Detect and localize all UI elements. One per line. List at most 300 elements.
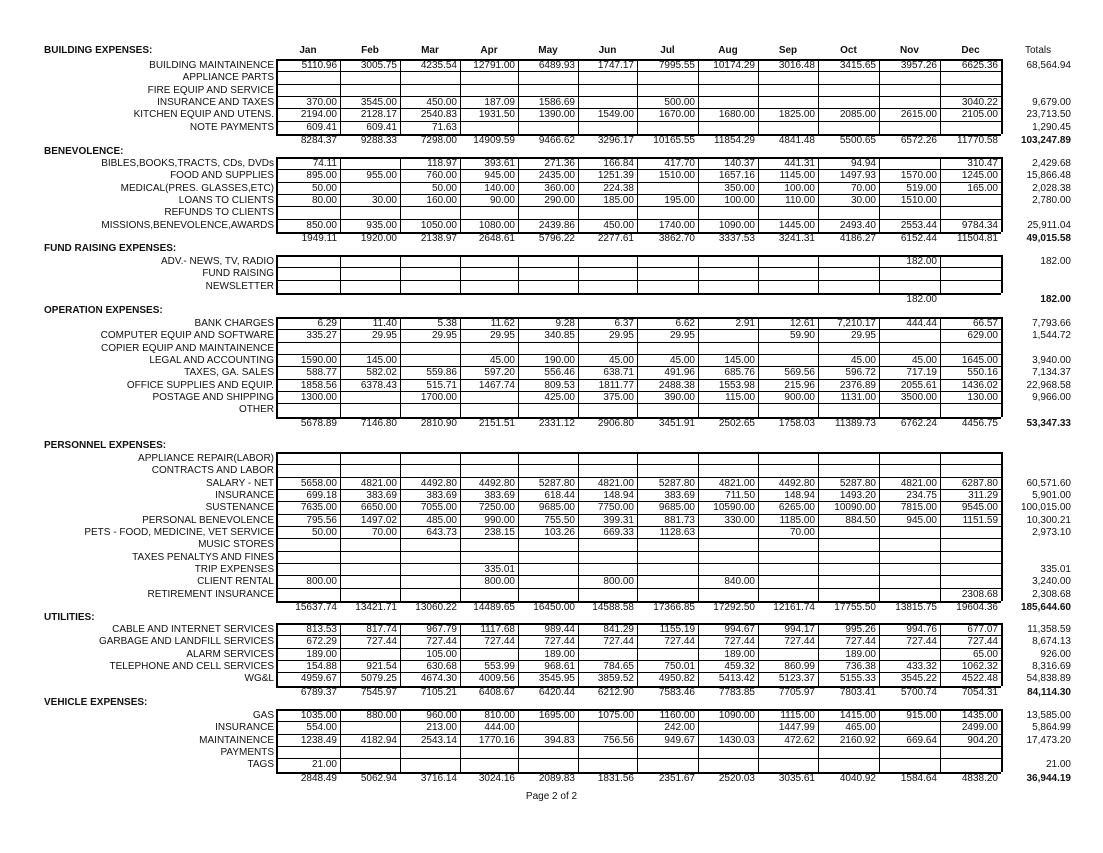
table-cell: 45.00 xyxy=(608,354,634,366)
table-cell: 1390.00 xyxy=(538,109,575,121)
table-cell: 756.56 xyxy=(603,734,634,746)
table-cell: 7995.55 xyxy=(658,60,695,71)
table-cell: 11.62 xyxy=(490,318,515,329)
table-cell: 795.56 xyxy=(306,514,337,526)
table-cell: 383.69 xyxy=(366,489,397,501)
subtotal-cell: 5678.89 xyxy=(300,417,337,429)
table-cell: 3500.00 xyxy=(900,391,937,403)
table-cell: 350.00 xyxy=(724,182,755,194)
table-cell: 945.00 xyxy=(906,514,937,526)
table-cell: 59.90 xyxy=(789,330,815,342)
table-cell: 1645.00 xyxy=(961,354,998,366)
table-cell: 45.00 xyxy=(489,354,515,366)
row-total: 54,838.89 xyxy=(1026,673,1071,685)
table-cell: 370.00 xyxy=(306,96,337,108)
table-cell: 643.73 xyxy=(426,526,457,538)
month-header: Apr xyxy=(480,45,498,56)
table-cell: 582.02 xyxy=(366,367,397,379)
table-cell: 450.00 xyxy=(603,219,634,231)
subtotal-cell: 17292.50 xyxy=(713,601,755,613)
table-cell: 784.65 xyxy=(603,660,634,672)
table-cell: 6265.00 xyxy=(778,502,815,514)
subtotal-cell: 6212.90 xyxy=(597,686,634,698)
table-cell: 118.97 xyxy=(427,158,457,169)
row-total: 68,564.94 xyxy=(1026,60,1071,71)
subtotal-cell: 11504.81 xyxy=(957,232,998,244)
table-cell: 10590.00 xyxy=(713,502,755,514)
table-cell: 850.00 xyxy=(306,219,337,231)
subtotal-cell: 2089.83 xyxy=(538,772,575,784)
table-cell: 7250.00 xyxy=(478,502,515,514)
row-total: 2,429.68 xyxy=(1032,158,1071,169)
section-grand-total: 84,114.30 xyxy=(1027,686,1071,698)
subtotal-cell: 11389.73 xyxy=(835,417,876,429)
table-cell: 1035.00 xyxy=(300,710,337,721)
subtotal-cell: 1758.03 xyxy=(778,417,815,429)
table-cell: 1747.17 xyxy=(597,60,634,71)
grid-line xyxy=(276,575,1001,576)
subtotal-cell: 12161.74 xyxy=(773,601,815,613)
subtotal-cell: 7054.31 xyxy=(961,686,998,698)
grid-line xyxy=(276,452,1001,454)
table-cell: 9545.00 xyxy=(961,502,998,514)
table-cell: 3415.65 xyxy=(839,60,876,71)
table-cell: 1493.20 xyxy=(839,489,876,501)
row-total: 2,973.10 xyxy=(1032,526,1071,538)
row-total: 9,966.00 xyxy=(1032,391,1071,403)
table-cell: 638.71 xyxy=(603,367,634,379)
table-cell: 1062.32 xyxy=(961,660,998,672)
table-cell: 7,210.17 xyxy=(837,318,876,329)
subtotal-cell: 5500.65 xyxy=(839,134,876,146)
table-cell: 5079.25 xyxy=(360,673,397,685)
table-cell: 5110.96 xyxy=(301,60,337,71)
row-total: 100,015.00 xyxy=(1020,502,1071,514)
table-cell: 1825.00 xyxy=(778,109,815,121)
table-cell: 2160.92 xyxy=(839,734,876,746)
row-total: 1,290.45 xyxy=(1032,121,1071,133)
table-cell: 70.00 xyxy=(371,526,397,538)
row-label: SUSTENANCE xyxy=(205,502,274,514)
grid-line xyxy=(340,255,341,293)
table-cell: 895.00 xyxy=(306,170,337,182)
month-header: Dec xyxy=(961,45,980,56)
table-cell: 1445.00 xyxy=(778,219,815,231)
row-total: 15,866.48 xyxy=(1026,170,1071,182)
table-cell: 215.96 xyxy=(784,379,815,391)
row-label: APPLIANCE REPAIR(LABOR) xyxy=(138,453,274,464)
table-cell: 4182.94 xyxy=(360,734,397,746)
subtotal-cell: 6152.44 xyxy=(900,232,937,244)
subtotal-cell: 2351.67 xyxy=(658,772,695,784)
table-cell: 7635.00 xyxy=(300,502,337,514)
month-header: Mar xyxy=(421,45,439,56)
table-cell: 860.99 xyxy=(784,660,815,672)
subtotal-cell: 14489.65 xyxy=(473,601,515,613)
subtotal-cell: 6420.44 xyxy=(538,686,575,698)
table-cell: 187.09 xyxy=(484,96,515,108)
grid-line xyxy=(400,255,401,293)
table-cell: 921.54 xyxy=(366,660,397,672)
table-cell: 360.00 xyxy=(544,182,575,194)
row-label: FIRE EQUIP AND SERVICE xyxy=(147,84,274,96)
table-cell: 800.00 xyxy=(306,576,337,588)
table-cell: 1080.00 xyxy=(478,219,515,231)
row-label: WG&L xyxy=(244,673,274,685)
table-cell: 4821.00 xyxy=(900,477,937,489)
subtotal-cell: 2277.61 xyxy=(597,232,634,244)
grid-line xyxy=(276,280,1001,281)
subtotal-cell: 2810.90 xyxy=(420,417,457,429)
table-cell: 2540.83 xyxy=(420,109,457,121)
month-header: Sep xyxy=(778,45,798,56)
table-cell: 148.94 xyxy=(784,489,815,501)
table-cell: 3859.52 xyxy=(597,673,634,685)
table-cell: 1510.00 xyxy=(900,194,937,206)
table-cell: 1549.00 xyxy=(597,109,634,121)
table-cell: 11.40 xyxy=(372,318,397,329)
section-title: FUND RAISING EXPENSES: xyxy=(44,243,177,254)
table-cell: 1238.49 xyxy=(300,734,337,746)
row-label: PETS - FOOD, MEDICINE, VET SERVICE xyxy=(84,526,274,538)
subtotal-cell: 3024.16 xyxy=(478,772,515,784)
table-cell: 1430.03 xyxy=(718,734,755,746)
table-cell: 1590.00 xyxy=(300,354,337,366)
section-title: VEHICLE EXPENSES: xyxy=(44,697,148,708)
row-label: GAS xyxy=(252,710,274,721)
table-cell: 459.32 xyxy=(724,660,755,672)
table-cell: 559.86 xyxy=(426,367,457,379)
subtotal-cell: 4456.75 xyxy=(961,417,998,429)
table-cell: 2055.61 xyxy=(900,379,937,391)
section-grand-total: 182.00 xyxy=(1040,293,1071,305)
table-cell: 29.95 xyxy=(371,330,397,342)
row-label: RETIREMENT INSURANCE xyxy=(147,588,274,600)
grid-line xyxy=(276,758,1001,759)
table-cell: 189.00 xyxy=(306,648,337,660)
totals-header: Totals xyxy=(1025,45,1052,56)
table-cell: 881.73 xyxy=(664,514,695,526)
table-cell: 3005.75 xyxy=(360,60,397,71)
row-total: 335.01 xyxy=(1040,563,1071,575)
table-cell: 271.36 xyxy=(544,158,575,169)
table-cell: 904.20 xyxy=(967,734,998,746)
row-label: TAXES, GA. SALES xyxy=(184,367,274,379)
table-cell: 195.00 xyxy=(664,194,695,206)
table-cell: 441.31 xyxy=(784,158,815,169)
table-cell: 6.62 xyxy=(675,318,695,329)
row-total: 2,028.38 xyxy=(1032,182,1071,194)
row-label: TAXES PENALTYS AND FINES xyxy=(132,551,274,563)
month-header: Jun xyxy=(598,45,617,56)
subtotal-cell: 7803.41 xyxy=(839,686,876,698)
subtotal-cell: 13421.71 xyxy=(355,601,397,613)
table-cell: 1185.00 xyxy=(779,514,815,526)
section-grand-total: 53,347.33 xyxy=(1026,417,1071,429)
month-header: Jul xyxy=(660,45,675,56)
table-cell: 945.00 xyxy=(484,170,515,182)
table-cell: 2085.00 xyxy=(839,109,876,121)
table-cell: 450.00 xyxy=(426,96,457,108)
subtotal-cell: 19604.36 xyxy=(956,601,998,613)
subtotal-cell: 2151.51 xyxy=(478,417,515,429)
subtotal-cell: 7705.97 xyxy=(778,686,815,698)
row-total: 21.00 xyxy=(1045,759,1071,771)
table-cell: 100.00 xyxy=(724,194,755,206)
table-cell: 2128.17 xyxy=(360,109,397,121)
table-cell: 1586.69 xyxy=(538,96,575,108)
table-cell: 30.00 xyxy=(850,194,876,206)
subtotal-cell: 4838.20 xyxy=(961,772,998,784)
subtotal-cell: 7545.97 xyxy=(360,686,397,698)
table-cell: 9.28 xyxy=(555,318,575,329)
table-cell: 630.68 xyxy=(426,660,457,672)
subtotal-cell: 3862.70 xyxy=(658,232,695,244)
subtotal-cell: 4841.48 xyxy=(778,134,815,146)
month-header: Jan xyxy=(299,45,317,56)
table-cell: 5.38 xyxy=(437,318,457,329)
row-label: FUND RAISING xyxy=(202,268,274,280)
grid-line xyxy=(818,255,819,293)
subtotal-cell: 7105.21 xyxy=(420,686,457,698)
row-total: 3,940.00 xyxy=(1032,354,1071,366)
row-label: CABLE AND INTERNET SERVICES xyxy=(112,624,274,635)
table-cell: 727.44 xyxy=(784,636,815,648)
grid-line xyxy=(276,255,278,293)
grid-line xyxy=(460,255,461,293)
row-label: TRIP EXPENSES xyxy=(194,563,274,575)
table-cell: 1435.00 xyxy=(961,710,998,721)
row-label: LOANS TO CLIENTS xyxy=(178,194,274,206)
table-cell: 165.00 xyxy=(967,182,998,194)
table-cell: 1251.39 xyxy=(597,170,634,182)
table-cell: 2553.44 xyxy=(900,219,937,231)
table-cell: 29.95 xyxy=(669,330,695,342)
subtotal-cell: 3241.31 xyxy=(778,232,815,244)
row-label: ALARM SERVICES xyxy=(186,648,274,660)
subtotal-cell: 13815.75 xyxy=(895,601,937,613)
table-cell: 6625.36 xyxy=(961,60,998,71)
table-cell: 935.00 xyxy=(366,219,397,231)
table-cell: 727.44 xyxy=(366,636,397,648)
table-cell: 45.00 xyxy=(850,354,876,366)
grid-line xyxy=(578,255,579,293)
table-cell: 1740.00 xyxy=(658,219,695,231)
table-cell: 813.53 xyxy=(306,624,337,635)
table-cell: 189.00 xyxy=(845,648,876,660)
table-cell: 189.00 xyxy=(544,648,575,660)
row-total: 25,911.04 xyxy=(1027,219,1071,231)
grid-line xyxy=(940,255,941,293)
table-cell: 4235.54 xyxy=(420,60,457,71)
table-cell: 4522.48 xyxy=(961,673,998,685)
table-cell: 1415.00 xyxy=(839,710,876,721)
table-cell: 1155.19 xyxy=(659,624,695,635)
table-cell: 609.41 xyxy=(306,121,337,133)
subtotal-cell: 6572.26 xyxy=(900,134,937,146)
row-label: TAGS xyxy=(247,759,274,771)
table-cell: 596.72 xyxy=(845,367,876,379)
table-cell: 840.00 xyxy=(724,576,755,588)
month-header: Aug xyxy=(718,45,738,56)
table-cell: 1695.00 xyxy=(538,710,575,721)
table-cell: 50.00 xyxy=(311,182,337,194)
table-cell: 5413.42 xyxy=(718,673,755,685)
table-cell: 4821.00 xyxy=(360,477,397,489)
table-cell: 809.53 xyxy=(544,379,575,391)
subtotal-cell: 14588.58 xyxy=(592,601,634,613)
table-cell: 1931.50 xyxy=(478,109,515,121)
table-cell: 5287.80 xyxy=(538,477,575,489)
table-cell: 810.00 xyxy=(484,710,515,721)
row-label: PERSONAL BENEVOLENCE xyxy=(142,514,274,526)
table-cell: 5123.37 xyxy=(778,673,815,685)
table-cell: 4009.56 xyxy=(478,673,515,685)
table-cell: 6287.80 xyxy=(961,477,998,489)
row-label: OFFICE SUPPLIES AND EQUIP. xyxy=(126,379,274,391)
table-cell: 189.00 xyxy=(724,648,755,660)
table-cell: 383.69 xyxy=(426,489,457,501)
section-grand-total: 103,247.89 xyxy=(1020,134,1071,146)
table-cell: 2376.89 xyxy=(839,379,876,391)
subtotal-cell: 10165.55 xyxy=(653,134,695,146)
table-cell: 3957.26 xyxy=(900,60,937,71)
subtotal-cell: 11854.29 xyxy=(714,134,755,146)
subtotal-cell: 2906.80 xyxy=(597,417,634,429)
subtotal-cell: 2520.03 xyxy=(718,772,755,784)
row-label: OTHER xyxy=(239,404,274,416)
table-cell: 140.37 xyxy=(724,158,755,169)
table-cell: 4821.00 xyxy=(718,477,755,489)
row-total: 22,968.58 xyxy=(1026,379,1071,391)
table-cell: 2499.00 xyxy=(961,722,998,734)
table-cell: 3040.22 xyxy=(961,96,998,108)
table-cell: 727.44 xyxy=(603,636,634,648)
row-label: FOOD AND SUPPLIES xyxy=(170,170,274,182)
table-cell: 2493.40 xyxy=(839,219,876,231)
table-cell: 100.00 xyxy=(784,182,815,194)
table-cell: 800.00 xyxy=(484,576,515,588)
row-label: REFUNDS TO CLIENTS xyxy=(164,207,274,219)
row-label: TELEPHONE AND CELL SERVICES xyxy=(109,660,274,672)
table-cell: 1160.00 xyxy=(659,710,695,721)
row-label: NOTE PAYMENTS xyxy=(189,121,274,133)
table-cell: 330.00 xyxy=(724,514,755,526)
table-cell: 685.76 xyxy=(724,367,755,379)
grid-line xyxy=(276,551,1001,552)
subtotal-cell: 7783.85 xyxy=(718,686,755,698)
table-cell: 145.00 xyxy=(366,354,397,366)
table-cell: 29.95 xyxy=(431,330,457,342)
table-cell: 335.01 xyxy=(484,563,515,575)
table-cell: 2194.00 xyxy=(300,109,337,121)
table-cell: 6.37 xyxy=(614,318,634,329)
row-total: 926.00 xyxy=(1040,648,1071,660)
table-cell: 4492.80 xyxy=(420,477,457,489)
table-cell: 519.00 xyxy=(906,182,937,194)
table-cell: 989.44 xyxy=(544,624,575,635)
grid-line xyxy=(637,255,638,293)
table-cell: 817.74 xyxy=(366,624,397,635)
grid-line xyxy=(758,255,759,293)
table-cell: 166.84 xyxy=(603,158,634,169)
subtotal-cell: 14909.59 xyxy=(473,134,515,146)
table-cell: 949.67 xyxy=(664,734,695,746)
table-cell: 5658.00 xyxy=(300,477,337,489)
subtotal-cell: 2848.49 xyxy=(300,772,337,784)
subtotal-cell: 7146.80 xyxy=(360,417,397,429)
table-cell: 727.44 xyxy=(664,636,695,648)
table-cell: 472.62 xyxy=(784,734,815,746)
section-grand-total: 36,944.19 xyxy=(1026,772,1071,784)
table-cell: 727.44 xyxy=(845,636,876,648)
row-total: 10,300.21 xyxy=(1026,514,1071,526)
table-cell: 1131.00 xyxy=(840,391,876,403)
table-cell: 2488.38 xyxy=(658,379,695,391)
table-cell: 110.00 xyxy=(785,194,815,206)
table-cell: 1700.00 xyxy=(420,391,457,403)
table-cell: 727.44 xyxy=(426,636,457,648)
row-total: 9,679.00 xyxy=(1032,96,1071,108)
table-cell: 2615.00 xyxy=(900,109,937,121)
table-cell: 588.77 xyxy=(306,367,337,379)
table-cell: 6650.00 xyxy=(360,502,397,514)
table-cell: 224.38 xyxy=(603,182,634,194)
table-cell: 465.00 xyxy=(845,722,876,734)
table-cell: 12.61 xyxy=(789,318,815,329)
table-cell: 29.95 xyxy=(608,330,634,342)
table-cell: 609.41 xyxy=(366,121,397,133)
subtotal-cell: 5796.22 xyxy=(538,232,575,244)
section-grand-total: 185,644.60 xyxy=(1020,601,1071,613)
table-cell: 4492.80 xyxy=(478,477,515,489)
table-cell: 491.96 xyxy=(664,367,695,379)
table-cell: 485.00 xyxy=(426,514,457,526)
subtotal-cell: 2331.12 xyxy=(538,417,575,429)
table-cell: 6.29 xyxy=(317,318,337,329)
table-cell: 70.00 xyxy=(850,182,876,194)
table-cell: 727.44 xyxy=(967,636,998,648)
table-cell: 310.47 xyxy=(967,158,998,169)
page-footer: Page 2 of 2 xyxy=(525,791,578,802)
table-cell: 994.67 xyxy=(724,624,755,635)
table-cell: 29.95 xyxy=(850,330,876,342)
table-cell: 50.00 xyxy=(311,526,337,538)
table-cell: 1467.74 xyxy=(478,379,515,391)
table-cell: 145.00 xyxy=(724,354,755,366)
subtotal-cell: 1584.64 xyxy=(900,772,937,784)
row-total: 8,674.13 xyxy=(1032,636,1071,648)
table-cell: 967.79 xyxy=(426,624,457,635)
table-cell: 4821.00 xyxy=(597,477,634,489)
row-label: SALARY - NET xyxy=(206,477,274,489)
table-cell: 597.20 xyxy=(484,367,515,379)
table-cell: 4950.82 xyxy=(658,673,695,685)
row-label: COPIER EQUIP AND MAINTAINENCE xyxy=(101,342,274,354)
table-cell: 71.63 xyxy=(431,121,457,133)
subtotal-cell: 3035.61 xyxy=(778,772,815,784)
table-cell: 417.70 xyxy=(664,158,695,169)
subtotal-cell: 11770.58 xyxy=(957,134,998,146)
grid-line xyxy=(276,588,1001,589)
table-cell: 185.00 xyxy=(603,194,634,206)
table-cell: 995.26 xyxy=(845,624,876,635)
subtotal-cell: 7583.46 xyxy=(658,686,695,698)
table-cell: 2308.68 xyxy=(961,588,998,600)
table-cell: 4492.80 xyxy=(778,477,815,489)
row-label: GARBAGE AND LANDFILL SERVICES xyxy=(98,636,274,648)
table-cell: 115.00 xyxy=(725,391,755,403)
